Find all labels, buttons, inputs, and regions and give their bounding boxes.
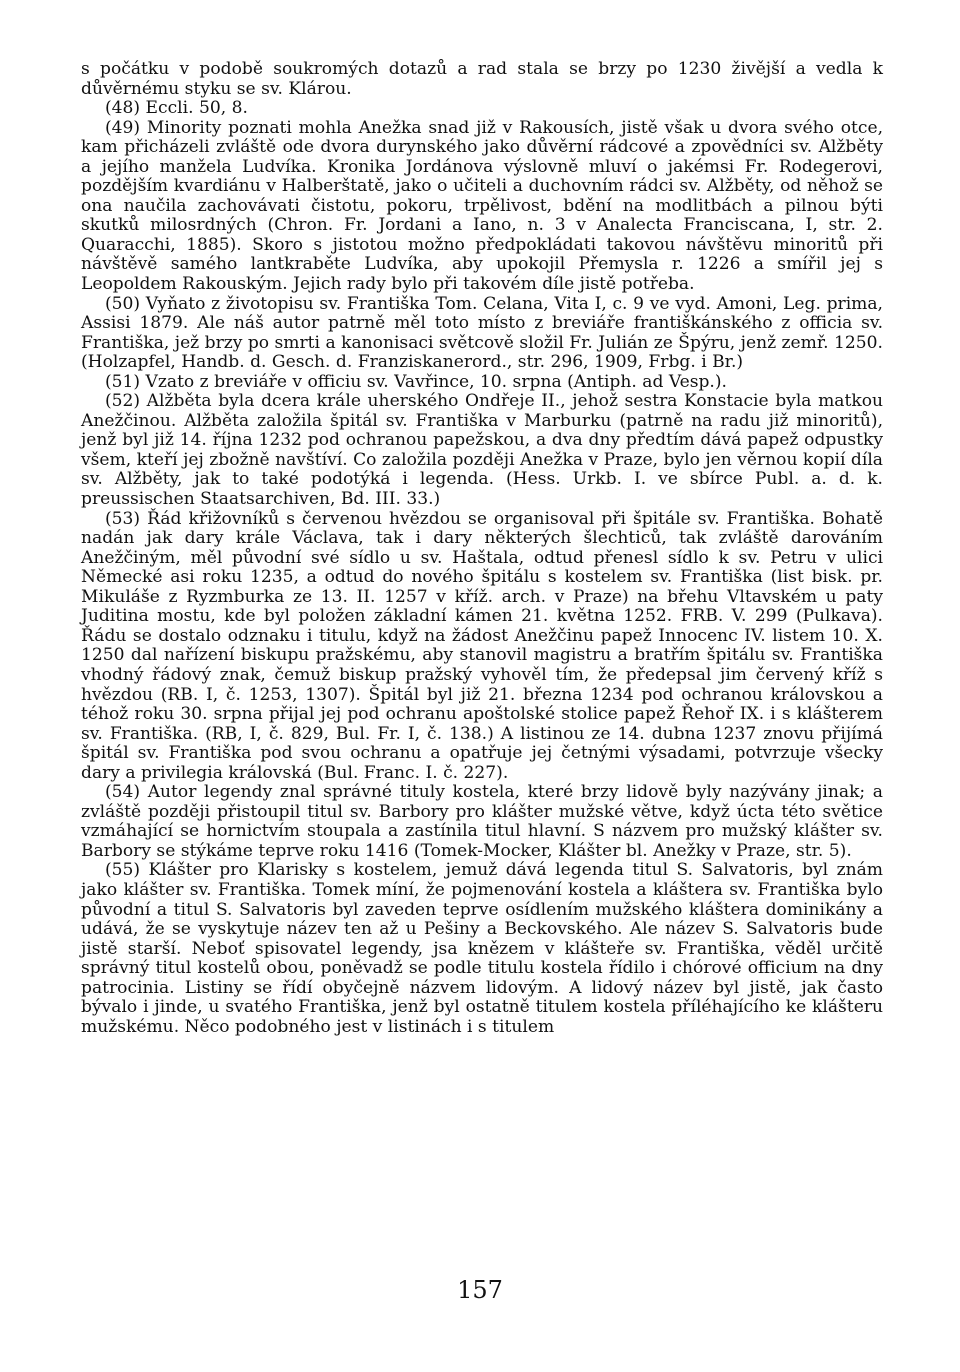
page-number: 157 [457, 1276, 503, 1304]
footnote-51: (51) Vzato z breviáře v officiu sv. Vavřince, 10. srpna (Antiph. ad Vesp.). [105, 371, 727, 392]
footnote-50: (50) Vyňato z životopisu sv. Františka Tom. Celana, Vita I, c. 9 ve vyd. Amoni, Leg. prima, Assisi 1879. Ale náš autor patrně měl toto místo z breviáře františkánského z officia sv. Františka, jež brzy po smrti a kanonisaci světcově složil Fr. Julián ze Špýru, jenž zemř. 1250. (Holzapfel, Handb. d. Gesch. d. Franziskanerord., str. 296, 1909, Frbg. i Br.) [81, 293, 883, 373]
footnote-49: (49) Minority poznati mohla Anežka snad již v Rakousích, jistě však u dvora svého otce, kam přicházeli zvláště ode dvora durynského jako důvěrní rádcové a zpovědníci sv. Alžběty a jejího manžela Ludvíka. Kronika Jordánova výslovně mluví o jakémsi Fr. Rodegerovi, pozdějším kvardiánu v Halberštatě, jako o učiteli a duchovním rádci sv. Alžběty, od něhož se ona naučila zachovávati čistotu, pokoru, trpělivost, bdění na modlitbách a pilnou býti skutků milosrdných (Chron. Fr. Jordani a Iano, n. 3 v Analecta Franciscana, I, str. 2. Quaracchi, 1885). Skoro s jistotou možno předpokládati takovou návštěvu minoritů při návštěvě samého lantkraběte Ludvíka, aby upokojil Přemysla r. 1226 a smířil jej s Leopoldem Rakouským. Jejich rady bylo při takovém díle jistě potřeba. [81, 117, 883, 295]
footnote-48: (48) Eccli. 50, 8. [105, 98, 248, 119]
footnote-52: (52) Alžběta byla dcera krále uherského Ondřeje II., jehož sestra Konstacie byla matkou Anežčinou. Alžběta založila špitál sv. Františka v Marburku (patrně na radu již minoritů), jenž byl již 14. října 1232 pod ochranou papežskou, a dva dny předtím dává papež odpustky všem, kteří jej zbožně navštíví. Co založila později Anežka v Praze, bylo jen věrnou kopií díla sv. Alžběty, jak to také podotýká i legenda. (Hess. Urkb. I. ve sbírce Publ. a. d. k. preussischen Staatsarchiven, Bd. III. 33.) [81, 391, 883, 510]
footnote-54: (54) Autor legendy znal správné tituly kostela, které brzy lidově byly nazývány jinak; a zvláště později přistoupil titul sv. Barbory pro klášter mužské větve, když úcta této světice vzmáhající se hornictvím stoupala a zastínila titul hlavní. S názvem pro mužský klášter sv. Barbory se stýkáme teprve roku 1416 (Tomek-Mocker, Klášter bl. Anežky v Praze, str. 5). [81, 782, 883, 861]
footnote-55: (55) Klášter pro Klarisky s kostelem, jemuž dává legenda titul S. Salvatoris, byl znám jako klášter sv. Františka. Tomek míní, že pojmenování kostela a kláštera sv. Františka bylo původní a titul S. Salvatoris byl zaveden teprve osídlením mužského kláštera dominikány a udává, že se vyskytuje název ten až u Pešiny a Beckovského. Ale název S. Salvatoris bude jistě starší. Neboť spisovatel legendy, jsa knězem v klášteře sv. Františka, věděl určitě správný titul kostelů obou, poněvadž se podle titulu kostela řídilo i chórové officium na dny patrocinia. Listiny se řídí obyčejně názvem lidovým. A lidový název byl jistě, jak často bývalo i jinde, u svatého Františka, jenž byl ostatně titulem kostela příléhajícího ke klášteru mužskému. Něco podobného jest v listinách i s titulem [81, 860, 883, 1037]
footnote-53: (53) Řád křižovníků s červenou hvězdou se organisoval při špitále sv. Františka. Bohatě nadán jak dary krále Václava, tak i dary některých šlechticů, tak zvláště darováním Anežčiným, měl původní své sídlo u sv. Haštala, odtud přenesl sídlo k sv. Petru v ulici Německé asi roku 1235, a odtud do nového špitálu s kostelem sv. Františka (list bisk. pr. Mikuláše z Ryzmburka ze 13. II. 1257 v kříž. arch. v Praze) na břehu Vltavském u paty Juditina mostu, kde byl položen základní kámen 21. května 1252. FRB. V. 299 (Pulkava). Řádu se dostalo odznaku i titulu, když na žádost Anežčinu papež Innocenc IV. listem 10. X. 1250 dal nařízení biskupu pražskému, aby stanovil magistru a bratřím špitálu sv. Františka vhodný řádový znak, čemuž biskup pražský vyhověl tím, že předepsal jim červený kříž s hvězdou (RB. I, č. 1253, 1307). Špitál byl již 21. března 1234 pod ochranou královskou a téhož roku 30. srpna přijal jej pod ochranu apoštolské stolice papež Řehoř IX. i s klášterem sv. Františka. (RB, I, č. 829, Bul. Fr. I, č. 138.) A listinou ze 14. dubna 1237 znovu přijímá špitál sv. Františka pod svou ochranu a opatřuje jej četnými výsadami, potvrzuje všecky dary a privilegia královská (Bul. Franc. I. č. 227). [81, 508, 883, 783]
continued-paragraph: s počátku v podobě soukromých dotazů a rad stala se brzy po 1230 živější a vedla k důvěrnému styku se sv. Klárou. [81, 59, 883, 99]
page-text [81, 60, 883, 1037]
